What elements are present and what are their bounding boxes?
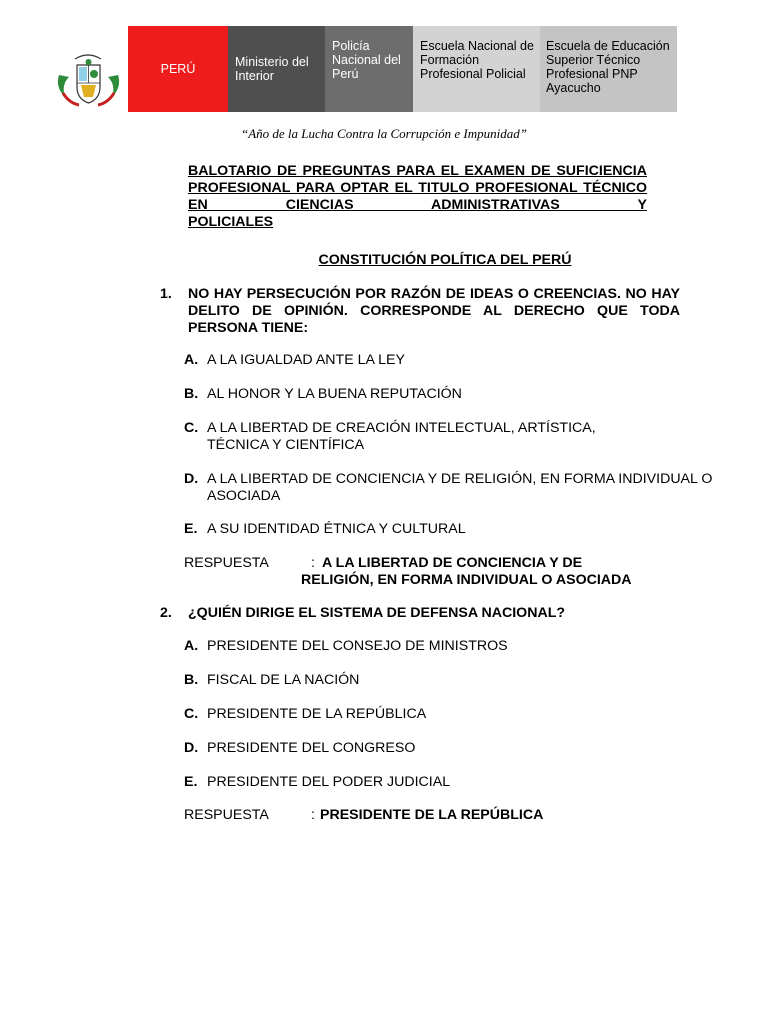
question-number: 1. (160, 286, 172, 302)
title-line-2: POLICIALES (188, 214, 274, 230)
option-text: A LA LIBERTAD DE CONCIENCIA Y DE RELIGIÓN, EN FORMA INDIVIDUAL O ASOCIADA (207, 471, 713, 504)
option-letter: B. (184, 386, 199, 402)
answer-option (184, 386, 768, 403)
institutional-header (55, 26, 677, 112)
option-text: A LA IGUALDAD ANTE LA LEY (207, 352, 405, 368)
answer-label: RESPUESTA (184, 807, 269, 823)
title-line-1: BALOTARIO DE PREGUNTAS PARA EL EXAMEN DE SUFICIENCIA PROFESIONAL PARA OPTAR EL TITULO PROFESIONAL TÉCNICO EN CIENCIAS ADMINISTRATIVAS Y (188, 163, 647, 213)
answer-value-line-2: RELIGIÓN, EN FORMA INDIVIDUAL O ASOCIADA (301, 572, 632, 588)
option-letter: D. (184, 740, 199, 756)
option-text: PRESIDENTE DEL CONGRESO (207, 740, 416, 756)
year-motto: “Año de la Lucha Contra la Corrupción e Impunidad” (240, 126, 527, 141)
policia-nacional-band: Policía Nacional del Perú (325, 26, 413, 112)
ministerio-interior-band: Ministerio del Interior (228, 26, 325, 112)
answer-option (184, 672, 768, 689)
answer-option (184, 638, 768, 655)
question-text: NO HAY PERSECUCIÓN POR RAZÓN DE IDEAS O CREENCIAS. NO HAY DELITO DE OPINIÓN. CORRESPONDE AL DERECHO QUE TODA PERSONA TIENE: (188, 286, 680, 336)
option-text: A SU IDENTIDAD ÉTNICA Y CULTURAL (207, 521, 466, 537)
option-letter: E. (184, 521, 198, 537)
option-letter: E. (184, 774, 198, 790)
option-letter: A. (184, 638, 199, 654)
answer-colon: : (311, 555, 315, 571)
option-text: A LA LIBERTAD DE CREACIÓN INTELECTUAL, ARTÍSTICA, TÉCNICA Y CIENTÍFICA (207, 420, 596, 453)
option-text: PRESIDENTE DEL PODER JUDICIAL (207, 774, 451, 790)
option-letter: A. (184, 352, 199, 368)
escuela-ayacucho-band: Escuela de Educación Superior Técnico Profesional PNP Ayacucho (540, 26, 677, 112)
question-text: ¿QUIÉN DIRIGE EL SISTEMA DE DEFENSA NACIONAL? (188, 605, 566, 621)
answer-option (184, 521, 768, 538)
answer-option (184, 471, 768, 505)
peru-band: PERÚ (128, 26, 228, 112)
option-letter: C. (184, 420, 199, 436)
answer-option (184, 352, 768, 369)
option-letter: D. (184, 471, 199, 487)
answer-option (184, 706, 768, 723)
answer-block (184, 555, 684, 591)
option-text: PRESIDENTE DE LA REPÚBLICA (207, 706, 427, 722)
document-title (188, 163, 647, 231)
section-title: CONSTITUCIÓN POLÍTICA DEL PERÚ (318, 252, 572, 268)
answer-option (184, 420, 768, 454)
option-letter: B. (184, 672, 199, 688)
option-text: FISCAL DE LA NACIÓN (207, 672, 360, 688)
answer-label: RESPUESTA (184, 555, 269, 571)
peru-coat-of-arms-icon (55, 53, 122, 109)
option-letter: C. (184, 706, 199, 722)
answer-option (184, 740, 768, 757)
answer-block (184, 807, 684, 825)
option-text: AL HONOR Y LA BUENA REPUTACIÓN (207, 386, 462, 402)
question-number: 2. (160, 605, 172, 621)
escuela-nacional-band: Escuela Nacional de Formación Profesional Policial (413, 26, 540, 112)
answer-option (184, 774, 768, 791)
option-text: PRESIDENTE DEL CONSEJO DE MINISTROS (207, 638, 508, 654)
answer-colon: : (311, 807, 315, 823)
answer-value-line-1: PRESIDENTE DE LA REPÚBLICA (320, 807, 544, 823)
answer-value-line-1: A LA LIBERTAD DE CONCIENCIA Y DE (322, 555, 583, 571)
